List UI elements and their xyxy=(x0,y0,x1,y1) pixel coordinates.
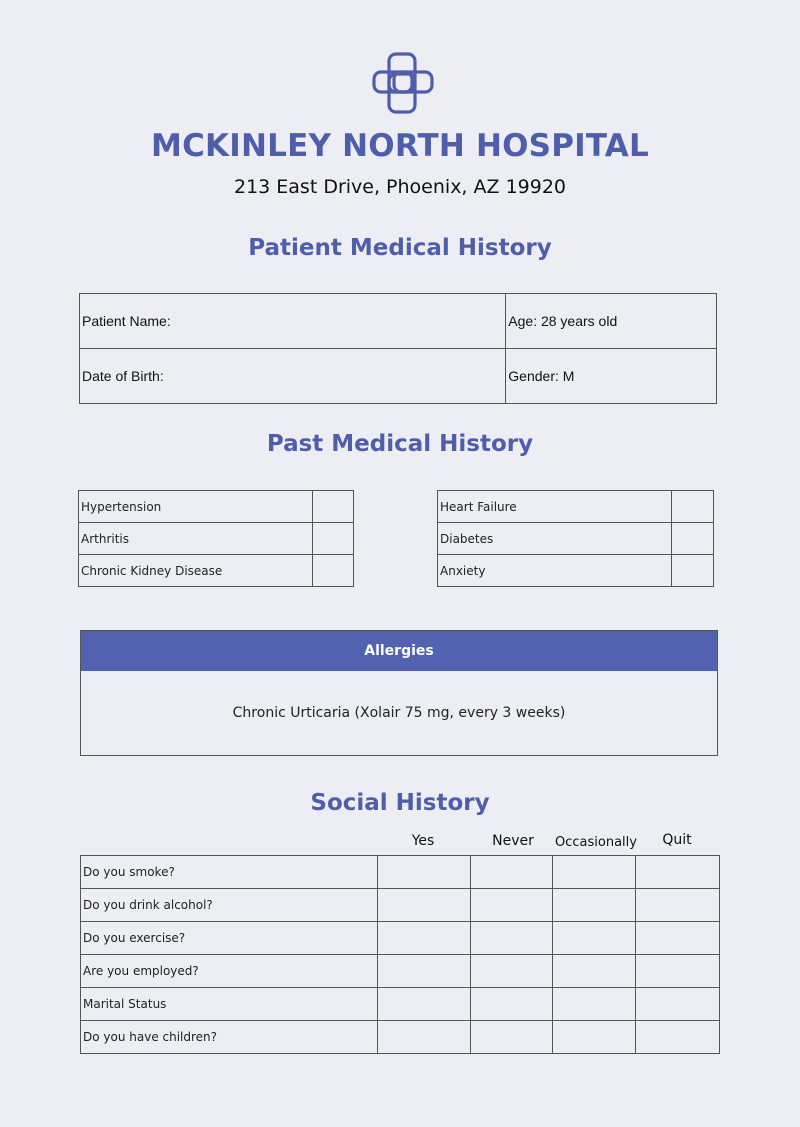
table-row xyxy=(81,1021,720,1054)
condition-label: Diabetes xyxy=(438,523,672,555)
question-label: Do you exercise? xyxy=(81,922,378,955)
answer-quit-cell[interactable] xyxy=(636,1021,720,1054)
past-history-right-table xyxy=(437,490,714,587)
answer-never-cell[interactable] xyxy=(471,889,553,922)
condition-label: Chronic Kidney Disease xyxy=(79,555,313,587)
condition-checkbox[interactable] xyxy=(313,491,354,523)
answer-yes-cell[interactable] xyxy=(377,889,471,922)
condition-label: Heart Failure xyxy=(438,491,672,523)
allergies-header: Allergies xyxy=(81,631,717,671)
answer-occasionally-cell[interactable] xyxy=(553,988,636,1021)
question-label: Do you smoke? xyxy=(81,856,378,889)
question-label: Do you drink alcohol? xyxy=(81,889,378,922)
answer-never-cell[interactable] xyxy=(471,856,553,889)
condition-checkbox[interactable] xyxy=(313,555,354,587)
date-of-birth-field[interactable]: Date of Birth: xyxy=(80,349,506,404)
condition-checkbox[interactable] xyxy=(672,523,714,555)
column-header-never: Never xyxy=(492,833,534,849)
answer-yes-cell[interactable] xyxy=(377,955,471,988)
table-row xyxy=(81,856,720,889)
condition-label: Anxiety xyxy=(438,555,672,587)
table-row xyxy=(81,955,720,988)
question-label: Marital Status xyxy=(81,988,378,1021)
allergies-box xyxy=(80,630,718,756)
past-history-title: Past Medical History xyxy=(266,431,534,457)
gender-field[interactable]: Gender: M xyxy=(506,349,717,404)
condition-row xyxy=(438,523,714,555)
answer-yes-cell[interactable] xyxy=(377,1021,471,1054)
answer-quit-cell[interactable] xyxy=(636,988,720,1021)
medical-cross-icon xyxy=(370,50,436,116)
patient-history-title: Patient Medical History xyxy=(248,235,552,261)
answer-yes-cell[interactable] xyxy=(377,988,471,1021)
condition-row xyxy=(79,555,354,587)
patient-info-table xyxy=(79,293,717,404)
condition-checkbox[interactable] xyxy=(313,523,354,555)
column-header-occasionally: Occasionally xyxy=(555,835,637,850)
table-row xyxy=(81,889,720,922)
allergies-value[interactable]: Chronic Urticaria (Xolair 75 mg, every 3 weeks) xyxy=(232,705,566,721)
question-label: Do you have children? xyxy=(81,1021,378,1054)
answer-occasionally-cell[interactable] xyxy=(553,889,636,922)
column-header-yes: Yes xyxy=(411,833,435,849)
patient-name-field[interactable]: Patient Name: xyxy=(80,294,506,349)
hospital-name: MCKINLEY NORTH HOSPITAL xyxy=(151,128,649,164)
hospital-address: 213 East Drive, Phoenix, AZ 19920 xyxy=(233,176,567,198)
answer-yes-cell[interactable] xyxy=(377,922,471,955)
age-field[interactable]: Age: 28 years old xyxy=(506,294,717,349)
condition-label: Arthritis xyxy=(79,523,313,555)
column-header-quit: Quit xyxy=(662,832,692,848)
answer-quit-cell[interactable] xyxy=(636,856,720,889)
condition-row xyxy=(79,491,354,523)
answer-quit-cell[interactable] xyxy=(636,955,720,988)
answer-never-cell[interactable] xyxy=(471,988,553,1021)
question-label: Are you employed? xyxy=(81,955,378,988)
patient-row xyxy=(80,294,717,349)
answer-occasionally-cell[interactable] xyxy=(553,856,636,889)
condition-row xyxy=(438,491,714,523)
condition-row xyxy=(79,523,354,555)
answer-occasionally-cell[interactable] xyxy=(553,1021,636,1054)
patient-row xyxy=(80,349,717,404)
answer-yes-cell[interactable] xyxy=(377,856,471,889)
past-history-left-table xyxy=(78,490,354,587)
condition-checkbox[interactable] xyxy=(672,555,714,587)
answer-never-cell[interactable] xyxy=(471,922,553,955)
answer-occasionally-cell[interactable] xyxy=(553,955,636,988)
social-history-table xyxy=(80,855,720,1054)
table-row xyxy=(81,922,720,955)
answer-never-cell[interactable] xyxy=(471,955,553,988)
answer-never-cell[interactable] xyxy=(471,1021,553,1054)
condition-label: Hypertension xyxy=(79,491,313,523)
condition-row xyxy=(438,555,714,587)
table-row xyxy=(81,988,720,1021)
answer-quit-cell[interactable] xyxy=(636,922,720,955)
answer-quit-cell[interactable] xyxy=(636,889,720,922)
social-history-title: Social History xyxy=(310,790,490,816)
condition-checkbox[interactable] xyxy=(672,491,714,523)
answer-occasionally-cell[interactable] xyxy=(553,922,636,955)
